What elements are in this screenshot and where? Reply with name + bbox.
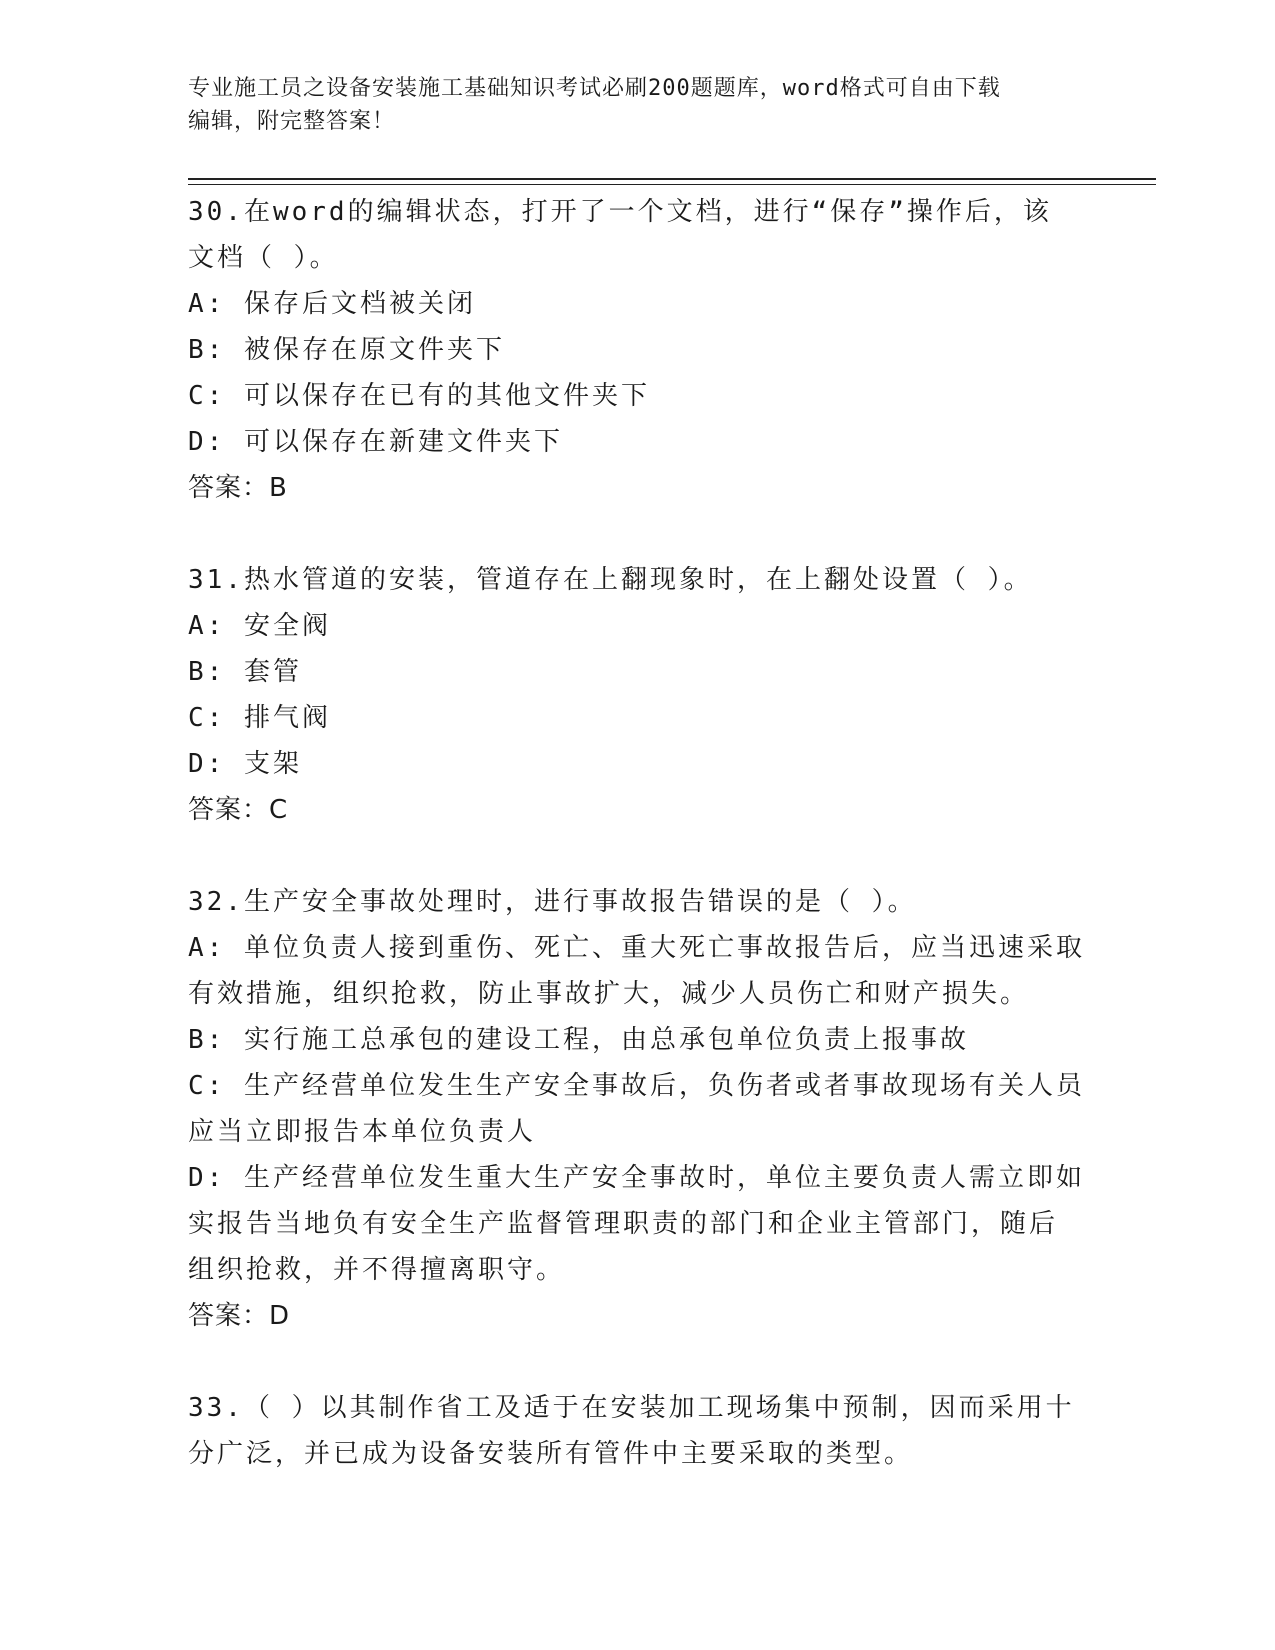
question-33 — [188, 1385, 1088, 1477]
option-a: A: 保存后文档被关闭 — [188, 289, 476, 319]
option-b: B: 被保存在原文件夹下 — [188, 335, 505, 365]
spacer — [188, 511, 1088, 557]
question-stem: 32.生产安全事故处理时，进行事故报告错误的是（ ）。 — [188, 887, 917, 917]
option-c: C: 生产经营单位发生生产安全事故后，负伤者或者事故现场有关人员 — [188, 1071, 1085, 1101]
header-rule-thick — [188, 178, 1156, 180]
option-b: B: 实行施工总承包的建设工程，由总承包单位负责上报事故 — [188, 1025, 969, 1055]
question-31 — [188, 557, 1088, 833]
document-header — [188, 72, 1088, 138]
option-c-continued: 应当立即报告本单位负责人 — [188, 1117, 537, 1147]
option-b: B: 套管 — [188, 657, 302, 687]
option-c: C: 排气阀 — [188, 703, 331, 733]
header-line-1: 专业施工员之设备安装施工基础知识考试必刷200题题库，word格式可自由下载 — [188, 76, 1001, 101]
option-c: C: 可以保存在已有的其他文件夹下 — [188, 381, 650, 411]
question-stem: 30.在word的编辑状态，打开了一个文档，进行“保存”操作后，该 — [188, 197, 1052, 227]
header-line-2: 编辑，附完整答案！ — [188, 109, 396, 134]
spacer — [188, 833, 1088, 879]
answer: 答案：D — [188, 1301, 291, 1331]
question-stem: 31.热水管道的安装，管道存在上翻现象时，在上翻处设置（ ）。 — [188, 565, 1033, 595]
question-stem: 33.（ ）以其制作省工及适于在安装加工现场集中预制，因而采用十 — [188, 1393, 1075, 1423]
question-32 — [188, 879, 1088, 1339]
option-a: A: 安全阀 — [188, 611, 331, 641]
question-stem: 文档（ ）。 — [188, 243, 339, 273]
option-d-continued: 组织抢救，并不得擅离职守。 — [188, 1255, 566, 1285]
question-30 — [188, 189, 1088, 511]
option-d-continued: 实报告当地负有安全生产监督管理职责的部门和企业主管部门，随后 — [188, 1209, 1059, 1239]
question-stem: 分广泛，并已成为设备安装所有管件中主要采取的类型。 — [188, 1439, 914, 1469]
answer: 答案：B — [188, 473, 288, 503]
option-d: D: 生产经营单位发生重大生产安全事故时，单位主要负责人需立即如 — [188, 1163, 1085, 1193]
option-d: D: 支架 — [188, 749, 302, 779]
option-a: A: 单位负责人接到重伤、死亡、重大死亡事故报告后，应当迅速采取 — [188, 933, 1085, 963]
spacer — [188, 1339, 1088, 1385]
question-list — [188, 189, 1088, 1477]
header-rule-thin — [188, 184, 1156, 185]
option-d: D: 可以保存在新建文件夹下 — [188, 427, 563, 457]
option-a-continued: 有效措施，组织抢救，防止事故扩大，减少人员伤亡和财产损失。 — [188, 979, 1030, 1009]
answer: 答案：C — [188, 795, 289, 825]
